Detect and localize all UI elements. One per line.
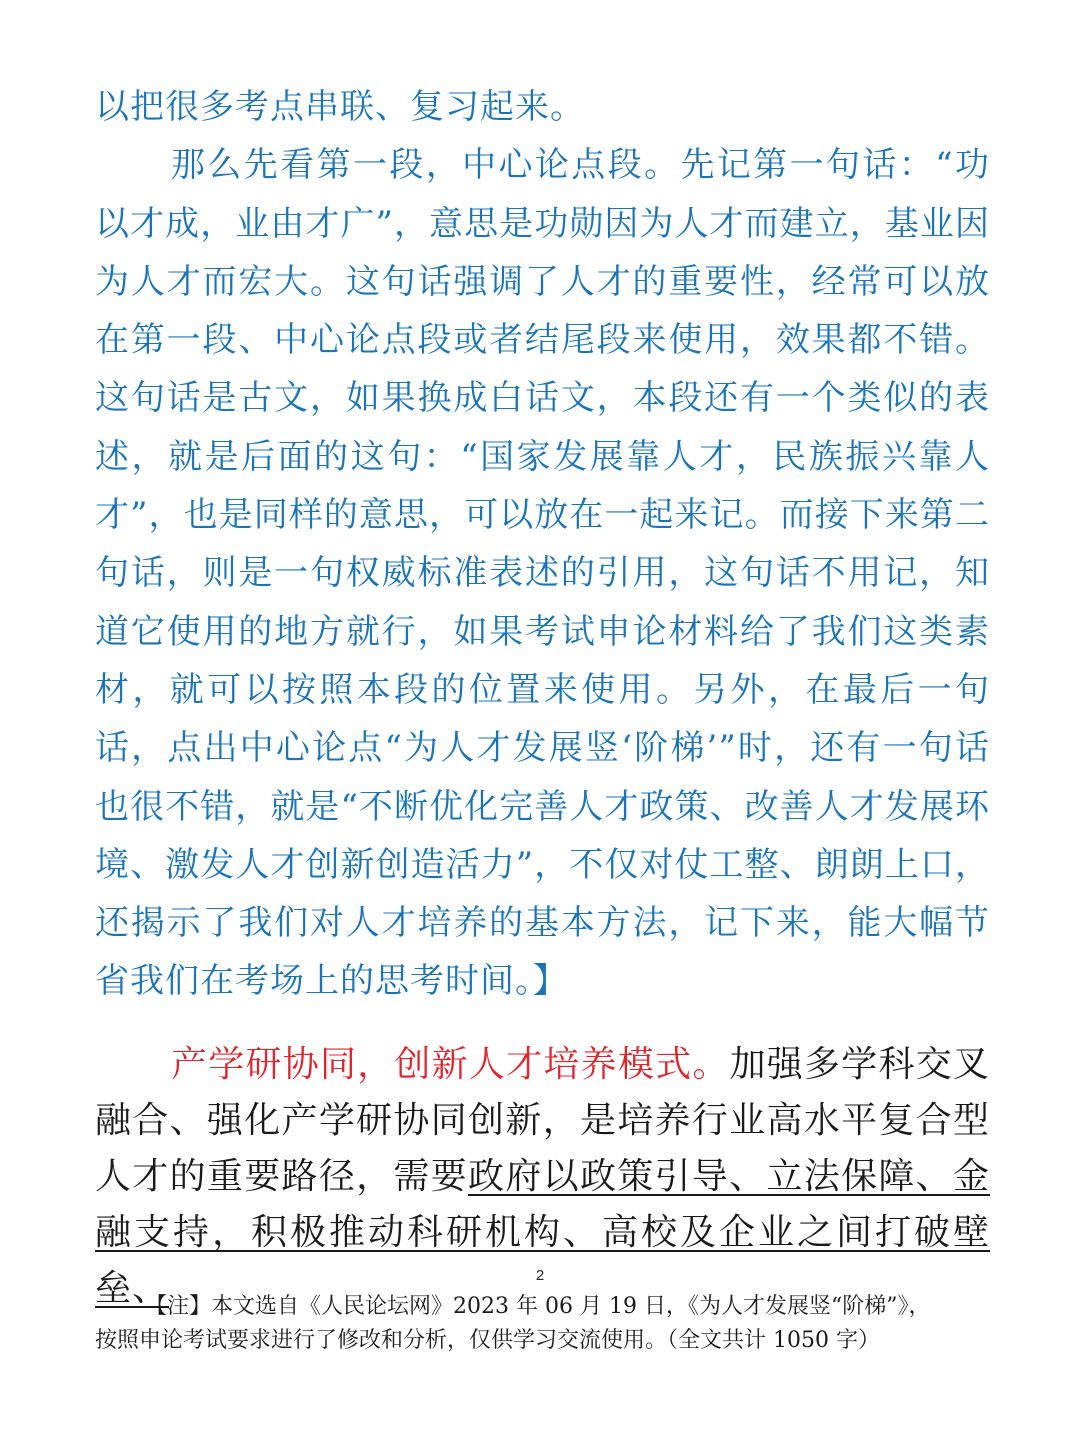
footnote-line-1: 【注】本文选自《人民论坛网》2023 年 06 月 19 日，《为人才发展竖“阶梯”》， bbox=[145, 1294, 931, 1319]
section-underlined-text: 政府以政策引导、立法保障、金融支持，积极推动科研机构、高校及企业之间打破壁垒、 bbox=[95, 1156, 990, 1309]
analysis-paragraph-main: 那么先看第一段，中心论点段。先记第一句话：“功以才成，业由才广”，意思是功勋因为人才而建立，基业因为人才而宏大。这句话强调了人才的重要性，经常可以放在第一段、中心论点段或者结尾段来使用，效果都不错。这句话是古文，如果换成白话文，本段还有一个类似的表述，就是后面的这句：“国家发展靠人才，民族振兴靠人才”，也是同样的意思，可以放在一起来记。而接下来第二句话，则是一句权威标准表述的引用，这句话不用记，知道它使用的地方就行，如果考试申论材料给了我们这类素材，就可以按照本段的位置来使用。另外，在最后一句话，点出中心论点“为人才发展竖‘阶梯’”时，还有一句话也很不错，就是“不断优化完善人才政策、改善人才发展环境、激发人才创新创造活力”，不仅对仗工整、朗朗上口，还揭示了我们对人才培养的基本方法，记下来，能大幅节省我们在考场上的思考时间。】 bbox=[95, 145, 990, 1002]
section-body-text: 加强多学科交叉融合、强化产学研协同创新，是培养行业高水平复合型人才的重要路径，需要 bbox=[95, 1044, 990, 1197]
footnote-line-2: 按照申论考试要求进行了修改和分析，仅供学习交流使用。（全文共计 1050 字） bbox=[95, 1328, 880, 1353]
footnote bbox=[95, 1290, 1000, 1358]
page-number: 2 bbox=[535, 1267, 545, 1284]
section-heading: 产学研协同，创新人才培养模式。 bbox=[171, 1044, 730, 1085]
analysis-paragraph-continuation: 以把很多考点串联、复习起来。 bbox=[95, 87, 585, 127]
analysis-commentary bbox=[95, 78, 990, 1011]
